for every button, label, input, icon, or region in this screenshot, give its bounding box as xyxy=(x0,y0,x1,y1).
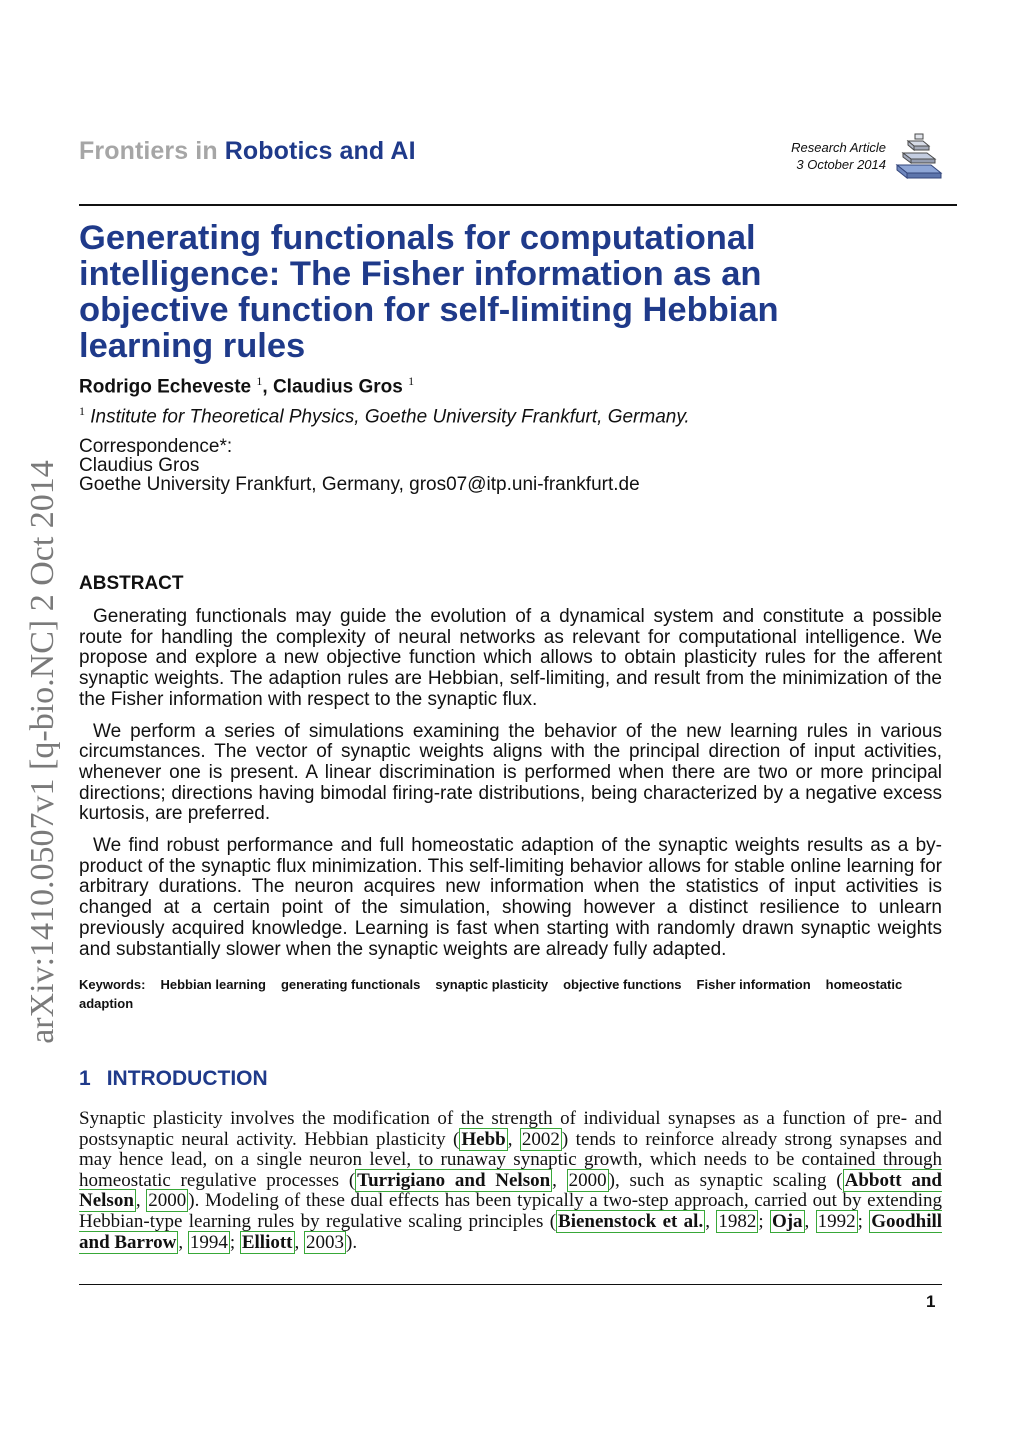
introduction-paragraph: Synaptic plasticity involves the modification of the strength of individual synapses as a function of pre- and postsynaptic neural activity. Hebbian plasticity ( Hebb , 2002 ) tends to reinforce already strong synapses and may hence lead, on a single neuron level, to runaway synaptic growth, which needs to be contained through homeostatic regulative processes ( Turrigiano and Nelson , 2000 ), such as synaptic scaling ( Abbott and Nelson , 2000 ). Modeling of these dual effects has been typically a two-step approach, carried out by extending Hebbian-type learning rules by regulative scaling principles ( Bienenstock et al. , 1982 ; Oja , 1992 ; Goodhill and Barrow , 1994 ; Elliott , 2003 ). xyxy=(79,1108,943,1253)
footer-rule xyxy=(79,1284,942,1285)
header-rule xyxy=(79,204,957,206)
citation-year-link[interactable]: 1982 xyxy=(718,1210,757,1232)
keyword: Hebbian learning xyxy=(160,977,266,992)
affiliation-marker: 1 xyxy=(408,374,415,388)
citation-link[interactable]: Hebb xyxy=(461,1128,506,1150)
citation-year-link[interactable]: 1992 xyxy=(817,1210,856,1232)
citation-link[interactable]: Turrigiano and Nelson xyxy=(357,1169,551,1191)
correspondence-address: Goethe University Frankfurt, Germany, gros07@itp.uni-frankfurt.de xyxy=(79,474,640,495)
journal-name xyxy=(79,137,416,166)
abstract-heading: ABSTRACT xyxy=(79,573,184,594)
citation-link[interactable]: Elliott xyxy=(241,1231,293,1253)
keyword: generating functionals xyxy=(280,977,421,992)
affiliation-marker: 1 xyxy=(79,404,85,418)
arxiv-stamp: arXiv:1410.0507v1 [q-bio.NC] 2 Oct 2014 xyxy=(24,460,61,1044)
abstract-paragraph: We find robust performance and full homeostatic adaption of the synaptic weights results as a by-product of the synaptic flux minimization. This self-limiting behavior allows for stable online learning for arbitrary durations. The neuron acquires new information when the statistics of input activities is changed at a certain point of the simulation, showing however a distinct resilience to unlearn previously acquired knowledge. Learning is fast when starting with randomly drawn synaptic weights and substantially slower when the synaptic weights are already fully adapted. xyxy=(79,835,942,960)
keyword: homeostatic adaption xyxy=(79,977,903,1011)
section-heading xyxy=(79,1067,268,1091)
stacked-layers-logo-icon xyxy=(893,133,945,179)
section-number: 1 xyxy=(79,1067,91,1090)
affiliation xyxy=(79,404,690,428)
citation-link[interactable]: Oja xyxy=(771,1210,803,1232)
article-meta xyxy=(791,139,886,173)
article-type: Research Article xyxy=(791,140,886,155)
abstract-paragraph: We perform a series of simulations examining the behavior of the new learning rules in various circumstances. The vector of synaptic weights aligns with the principal direction of input activities, whenever one is present. A linear discrimination is performed when there are two or more principal directions; directions having bimodal firing-rate distributions, being characterized by a negative excess kurtosis, are preferred. xyxy=(79,720,942,825)
page-number: 1 xyxy=(926,1292,936,1311)
citation-link[interactable]: Abbott and Nelson xyxy=(79,1169,942,1212)
affiliation-marker: 1 xyxy=(256,374,263,388)
citation-year-link[interactable]: 1994 xyxy=(189,1231,228,1253)
paper-title: Generating functionals for computational intelligence: The Fisher information as an objective function for self-limiting Hebbian learning rules xyxy=(79,219,779,365)
author-list: Rodrigo Echeveste $^1$, Claudius Gros $^1$ xyxy=(79,374,415,398)
citation-year-link[interactable]: 2000 xyxy=(148,1190,187,1212)
keywords xyxy=(79,975,942,1013)
section-title: INTRODUCTION xyxy=(106,1067,268,1090)
citation-link[interactable]: Bienenstock et al. xyxy=(558,1210,704,1232)
author-name: Rodrigo Echeveste xyxy=(79,376,252,398)
journal-prefix: Frontiers in xyxy=(79,137,218,165)
author-name: Claudius Gros xyxy=(272,376,403,398)
keyword: objective functions xyxy=(563,977,682,992)
journal-title: Robotics and AI xyxy=(224,137,416,165)
citation-link[interactable]: Goodhill and Barrow xyxy=(79,1210,943,1253)
abstract-paragraph: Generating functionals may guide the evolution of a dynamical system and constitute a possible route for handling the complexity of neural networks as relevant for computational intelligence. We propose and explore a new objective function which allows to obtain plasticity rules for the afferent synaptic weights. The adaption rules are Hebbian, self-limiting, and result from the minimization of the the Fisher information with respect to the synaptic flux. xyxy=(79,606,942,710)
article-date: 3 October 2014 xyxy=(796,157,886,172)
keyword: Fisher information xyxy=(696,977,811,992)
correspondence-name: Claudius Gros xyxy=(79,455,200,476)
keywords-label: Keywords: xyxy=(79,977,146,992)
affiliation-text: Institute for Theoretical Physics, Goethe University Frankfurt, Germany. xyxy=(90,406,690,428)
keyword: synaptic plasticity xyxy=(435,977,549,992)
citation-year-link[interactable]: 2003 xyxy=(306,1231,345,1253)
abstract-body xyxy=(79,607,942,971)
citation-year-link[interactable]: 2000 xyxy=(568,1169,607,1191)
correspondence-label: Correspondence*: xyxy=(79,436,233,457)
citation-year-link[interactable]: 2002 xyxy=(521,1128,560,1150)
correspondence-block xyxy=(79,437,640,494)
